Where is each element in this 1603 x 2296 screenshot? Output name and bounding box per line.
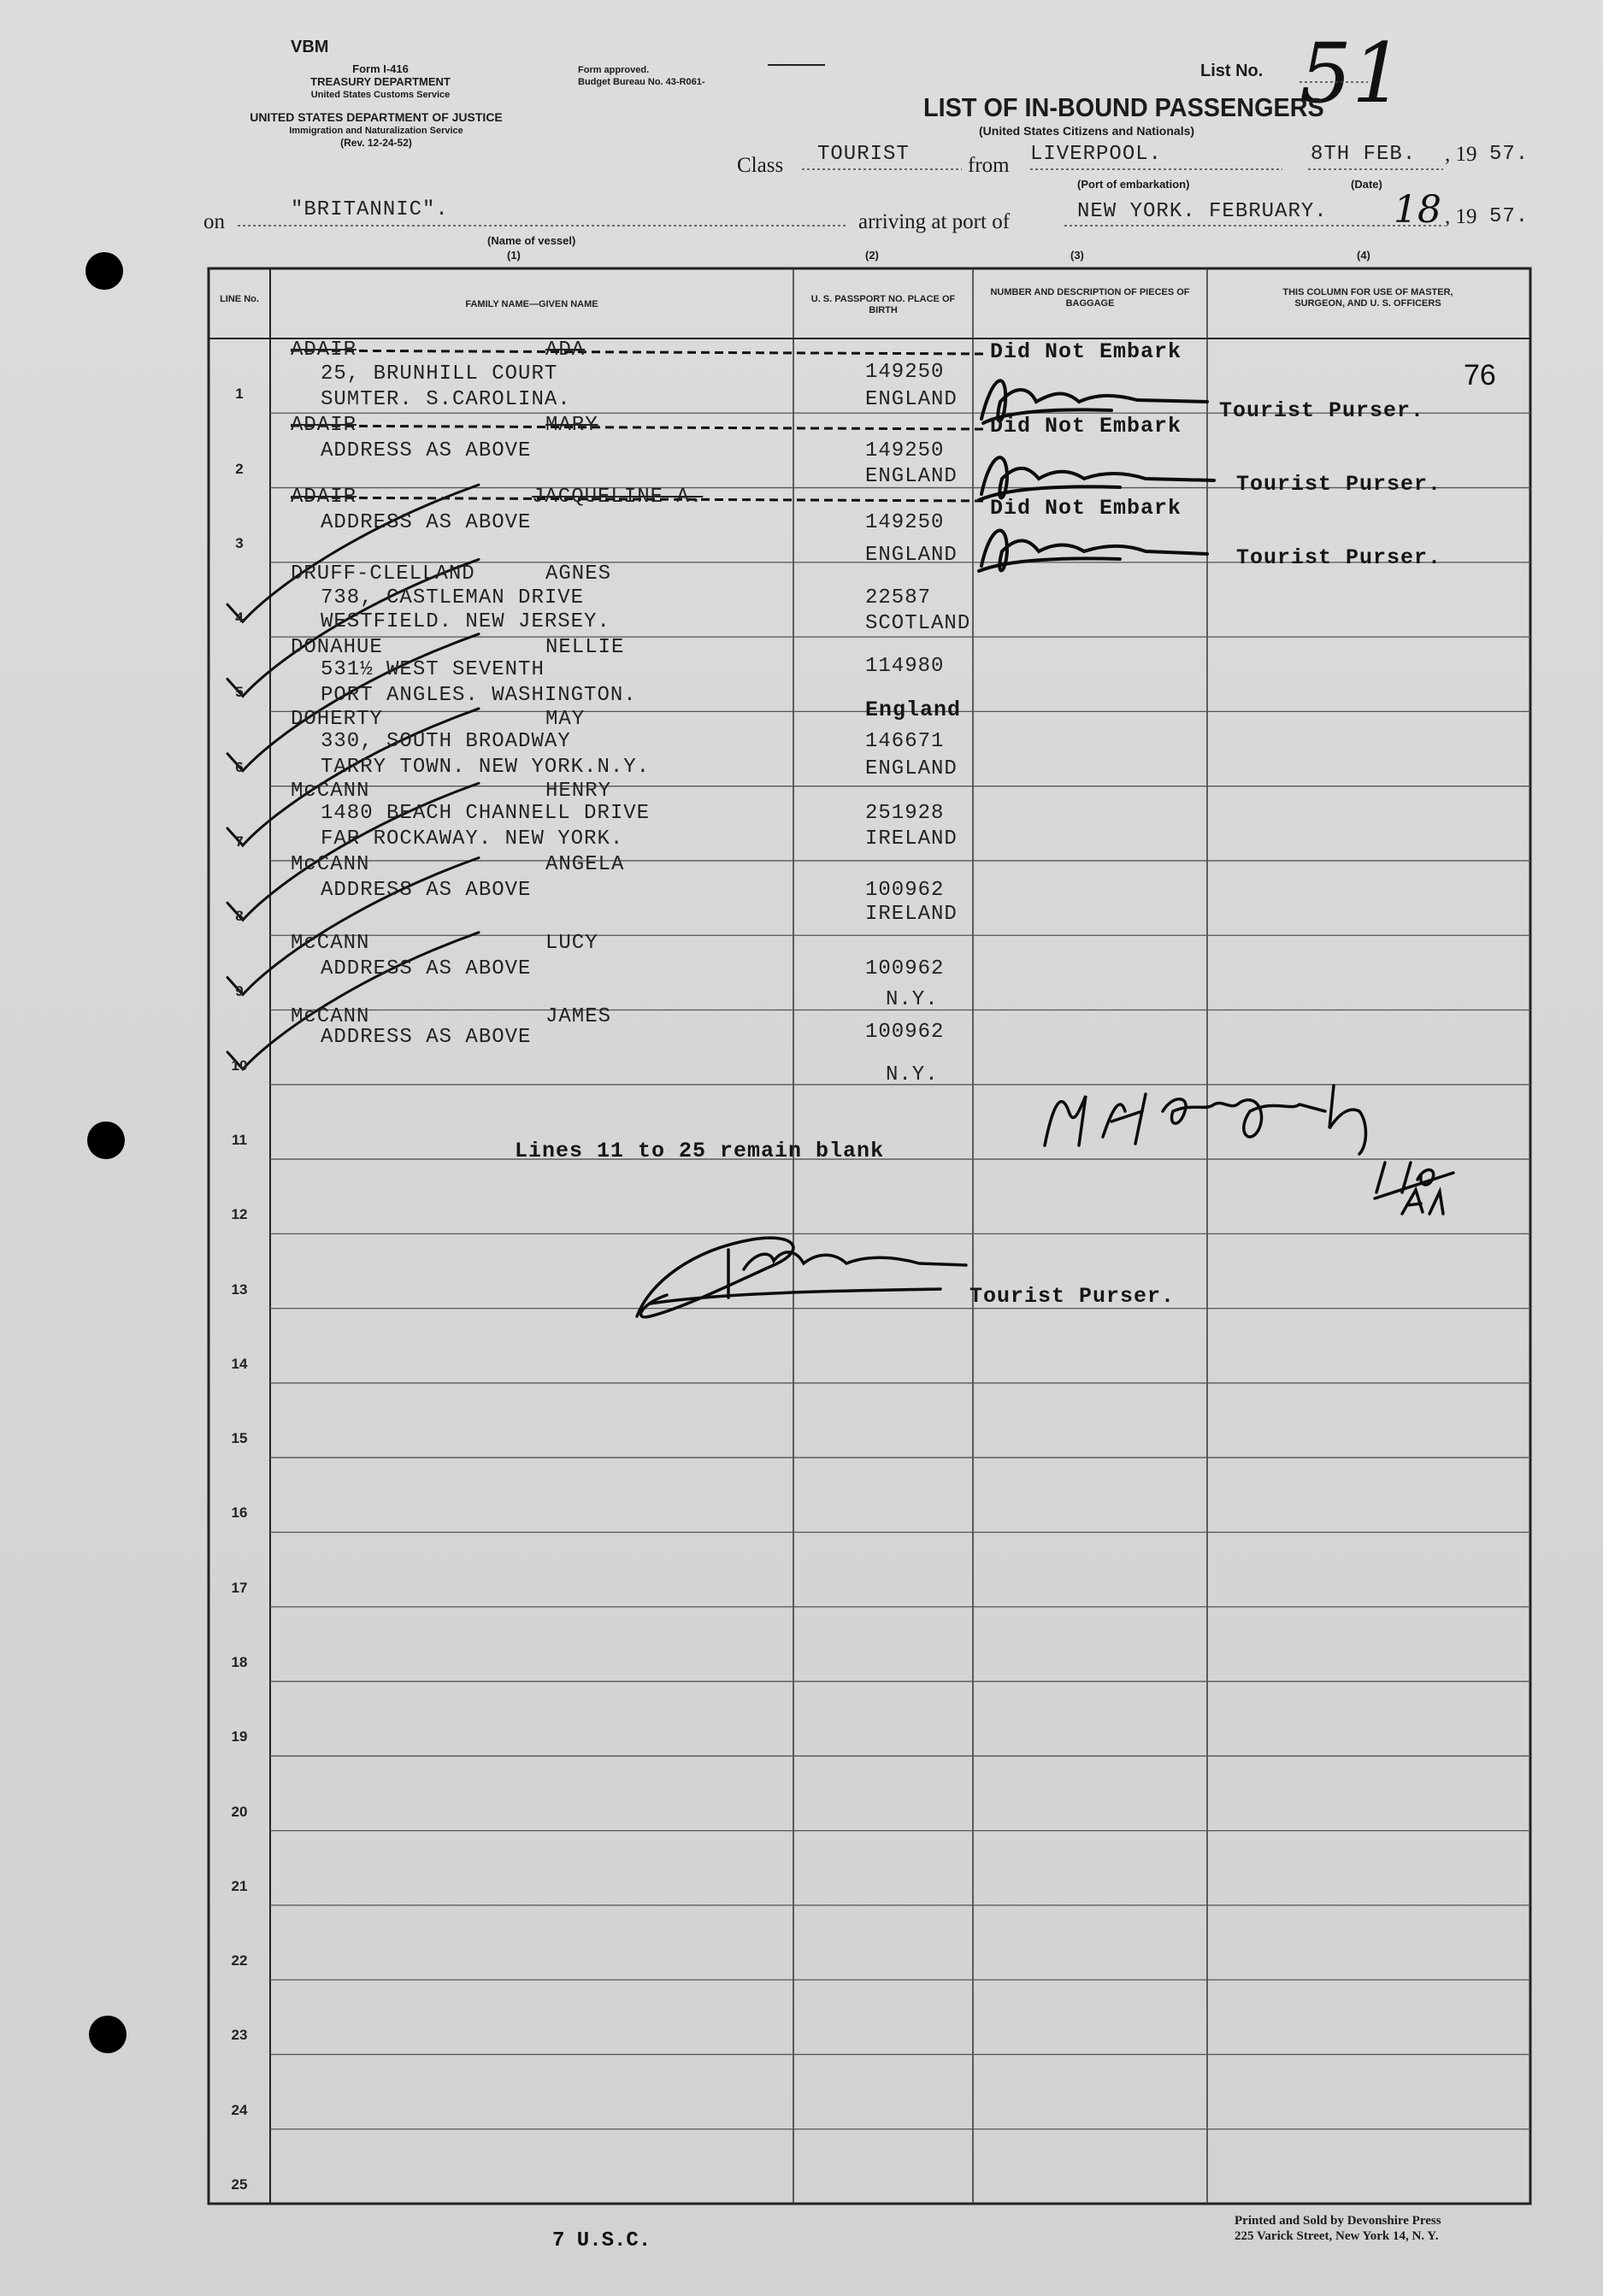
entry-2-addr1: ADDRESS AS ABOVE [321,439,532,462]
entry-1-addr2: SUMTER. S.CAROLINA. [321,388,571,411]
line-number: 6 [235,758,244,775]
entry-10-birth: N.Y. [886,1063,939,1086]
line-number: 9 [235,982,244,999]
entry-7-passport: 251928 [865,802,945,825]
line-number: 14 [231,1355,248,1372]
col-header-name: FAMILY NAME—GIVEN NAME [465,299,598,309]
entry-8-addr1: ADDRESS AS ABOVE [321,879,532,902]
strike-line [291,426,983,429]
entry-2-purser: Tourist Purser. [1236,472,1442,497]
entry-4-family: DRUFF-CLELLAND [291,562,475,586]
line-number: 22 [231,1952,248,1969]
entry-7-addr1: 1480 BEACH CHANNELL DRIVE [321,802,651,825]
entry-10-passport: 100962 [865,1021,945,1044]
entry-5-given: NELLIE [545,636,625,659]
line-number: 20 [231,1803,248,1820]
entry-8-passport: 100962 [865,879,945,902]
blank-lines-note: Lines 11 to 25 remain blank [515,1139,885,1163]
entry-1-passport: 149250 [865,361,945,384]
purser-signature-scribbles [979,380,1214,571]
entry-6-given: MAY [545,708,586,731]
col-number-2: (2) [865,249,879,262]
entry-4-given: AGNES [545,562,612,586]
entry-9-family: McCANN [291,932,370,955]
entry-5-family: DONAHUE [291,636,383,659]
line-number: 13 [231,1280,248,1298]
purser-sign-label: Tourist Purser. [969,1284,1176,1309]
entry-9-birth: N.Y. [886,988,939,1011]
arrival-day: 18 [1394,188,1441,232]
entry-9-passport: 100962 [865,957,945,980]
arriving-label: arriving at port of [858,210,1011,233]
revision-date: (Rev. 12-24-52) [340,137,412,149]
embarkation-port: LIVERPOOL. [1030,143,1163,166]
date-year: 57. [1489,143,1529,166]
from-label: from [968,154,1010,177]
list-number: 51 [1299,26,1405,121]
entry-3-birth: ENGLAND [865,544,958,567]
entry-7-family: McCANN [291,780,370,803]
col-number-3: (3) [1070,249,1084,262]
arrival-year: 57. [1489,205,1529,228]
entry-4-birth: SCOTLAND [865,612,971,635]
arrival-year-prefix: , 19 [1445,205,1477,228]
entry-1-note: Did Not Embark [990,339,1182,364]
vessel-name: "BRITANNIC". [291,198,449,221]
entry-10-given: JAMES [545,1005,612,1028]
entry-5-passport: 114980 [865,655,945,678]
on-label: on [203,210,225,233]
entry-1-purser: Tourist Purser. [1219,398,1425,423]
list-no-label: List No. [1200,62,1264,80]
line-number: 19 [231,1728,248,1746]
line-number: 1 [235,386,244,403]
entry-2-birth: ENGLAND [865,465,958,488]
line-number: 23 [231,2027,248,2044]
entry-7-birth: IRELAND [865,827,958,851]
entry-3-purser: Tourist Purser. [1236,545,1442,570]
entry-3-family: ADAIR [291,486,357,509]
line-number: 4 [235,609,244,627]
entry-5-addr1: 531½ WEST SEVENTH [321,658,545,681]
entry-2-note: Did Not Embark [990,414,1182,439]
form-subtitle: (United States Citizens and Nationals) [979,124,1195,138]
entry-4-addr2: WESTFIELD. NEW JERSEY. [321,610,610,633]
inspector-signature [1045,1086,1453,1214]
entry-8-birth: IRELAND [865,903,958,926]
entry-1-given: ADA [545,339,586,362]
line-number: 2 [235,460,244,477]
arrival-port-date: NEW YORK. FEBRUARY. [1077,200,1328,223]
vessel-caption: (Name of vessel) [487,234,576,247]
form-approved: Form approved. [578,65,650,75]
line-number: 18 [231,1654,248,1671]
form-title: LIST OF IN-BOUND PASSENGERS [923,92,1324,122]
entry-6-birth: ENGLAND [865,757,958,780]
entry-10-addr1: ADDRESS AS ABOVE [321,1026,532,1049]
line-number: 10 [231,1057,248,1074]
printer-line-2: 225 Varick Street, New York 14, N. Y. [1235,2229,1439,2243]
line-number: 8 [235,908,244,925]
budget-bureau: Budget Bureau No. 43-R061- [578,77,705,87]
entry-3-addr1: ADDRESS AS ABOVE [321,511,532,534]
entry-10-family: McCANN [291,1005,370,1028]
date-caption: (Date) [1351,178,1382,191]
line-number: 16 [231,1504,248,1522]
line-number: 12 [231,1206,248,1223]
entry-8-given: ANGELA [545,853,625,876]
entry-3-given: JACQUELINE A. [532,486,704,509]
entry-9-addr1: ADDRESS AS ABOVE [321,957,532,980]
line-number: 25 [231,2176,248,2193]
col-header-officers: THIS COLUMN FOR USE OF MASTER, SURGEON, AND U. S. OFFICERS [1282,287,1453,309]
entry-2-passport: 149250 [865,439,945,462]
line-number: 11 [232,1132,247,1149]
clerk-initials: VBM [291,38,329,56]
line-number: 15 [231,1430,248,1447]
entry-2-given: MARY [545,414,598,437]
port-caption: (Port of embarkation) [1077,178,1190,191]
entry-4-passport: 22587 [865,586,932,609]
entry-3-passport: 149250 [865,511,945,534]
col-header-passport: U. S. PASSPORT NO. PLACE OF BIRTH [810,294,956,315]
line-number: 5 [235,684,244,701]
strike-line [291,350,983,354]
departure-date: 8TH FEB. [1311,143,1417,166]
entry-6-addr1: 330, SOUTH BROADWAY [321,730,571,753]
department-of-justice: UNITED STATES DEPARTMENT OF JUSTICE [250,110,503,124]
line-number: 17 [231,1579,248,1596]
entry-1-addr1: 25, BRUNHILL COURT [321,362,558,386]
entry-9-given: LUCY [545,932,598,955]
entry-6-family: DOHERTY [291,708,383,731]
entry-7-addr2: FAR ROCKAWAY. NEW YORK. [321,827,624,851]
entry-5-birth: England [865,698,962,722]
entry-4-addr1: 738, CASTLEMAN DRIVE [321,586,585,609]
purser-signature-main [637,1238,966,1317]
col-number-4: (4) [1357,249,1370,262]
form-number: Form I-416 [352,62,409,75]
col-header-line-no: LINE No. [220,294,259,304]
line-number: 3 [235,534,244,551]
passenger-count: 76 [1464,359,1496,391]
entry-1-family: ADAIR [291,339,357,362]
line-number: 21 [231,1877,248,1894]
customs-service: United States Customs Service [310,90,451,100]
entry-5-addr2: PORT ANGLES. WASHINGTON. [321,684,637,707]
entry-6-addr2: TARRY TOWN. NEW YORK.N.Y. [321,756,651,779]
entry-8-family: McCANN [291,853,370,876]
class-label: Class [737,154,784,177]
date-year-prefix: , 19 [1445,143,1477,166]
treasury-department: TREASURY DEPARTMENT [310,75,451,88]
col-header-baggage: NUMBER AND DESCRIPTION OF PIECES OF BAGGAGE [990,287,1190,309]
class-value: TOURIST [817,143,910,166]
entry-7-given: HENRY [545,780,612,803]
footer-code: 7 U.S.C. [552,2229,651,2252]
ins-name: Immigration and Naturalization Service [289,126,463,136]
col1-number: (1) [507,249,521,262]
entry-3-note: Did Not Embark [990,496,1182,521]
printer-line-1: Printed and Sold by Devonshire Press [1235,2214,1441,2228]
line-number: 24 [231,2101,248,2118]
line-number: 7 [235,833,244,850]
entry-6-passport: 146671 [865,730,945,753]
entry-1-birth: ENGLAND [865,388,958,411]
entry-2-family: ADAIR [291,414,357,437]
